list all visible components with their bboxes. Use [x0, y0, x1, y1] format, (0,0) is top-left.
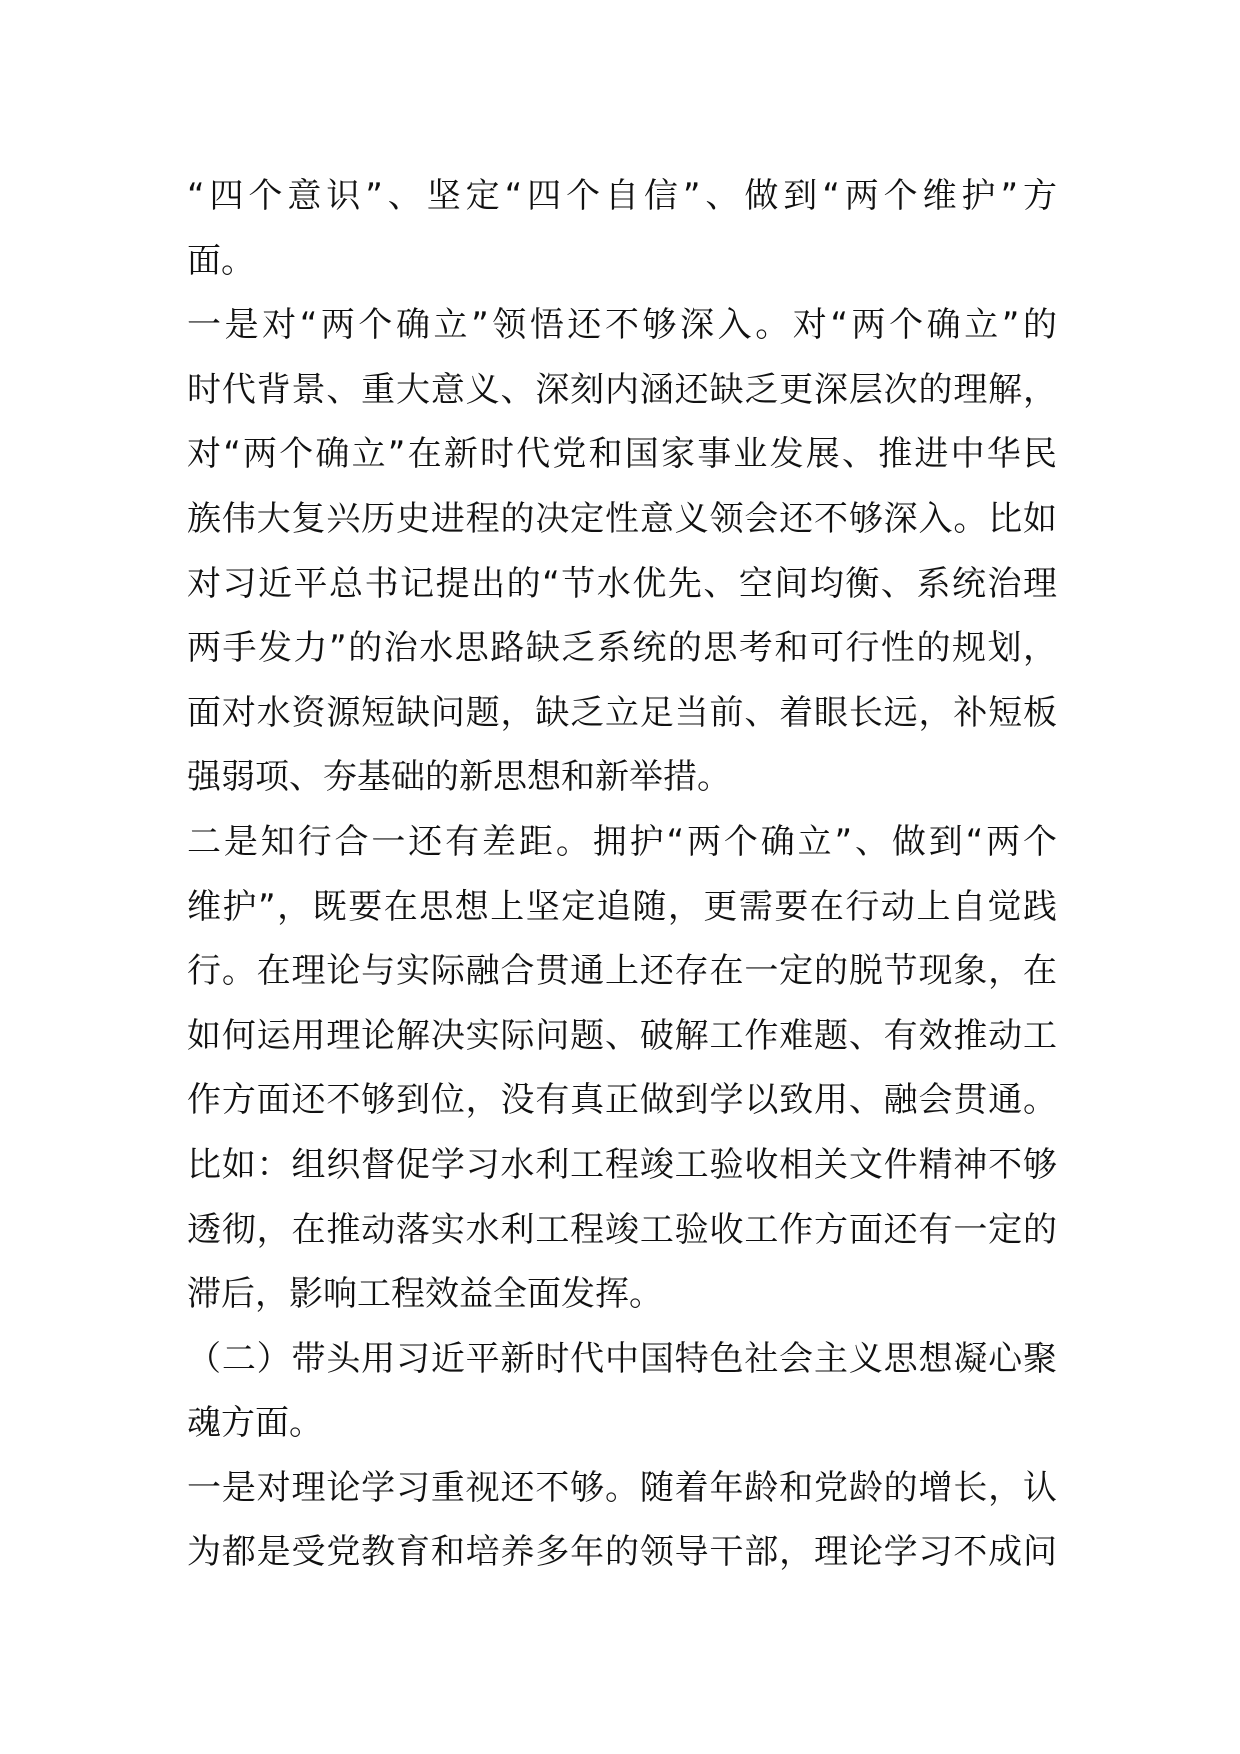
text-line: 一是对理论学习重视还不够。随着年龄和党龄的增长，认: [187, 1467, 1057, 1508]
text-line: 一是对“两个确立”领悟还不够深入。对“两个确立”的: [187, 305, 1057, 346]
text-line: 作方面还不够到位，没有真正做到学以致用、融会贯通。: [187, 1080, 1057, 1121]
text-line: “四个意识”、坚定“四个自信”、做到“两个维护”方: [187, 176, 1057, 216]
text-line: 对习近平总书记提出的“节水优先、空间均衡、系统治理: [187, 563, 1057, 604]
text-line: 为都是受党教育和培养多年的领导干部，理论学习不成问: [187, 1532, 1057, 1573]
text-line: 面对水资源短缺问题，缺乏立足当前、着眼长远，补短板: [187, 692, 1057, 733]
body-text: [187, 164, 1057, 1585]
text-line: （二）带头用习近平新时代中国特色社会主义思想凝心聚: [187, 1338, 1057, 1379]
text-line: 维护”，既要在思想上坚定追随，更需要在行动上自觉践: [187, 886, 1057, 927]
text-line: 强弱项、夯基础的新思想和新举措。: [187, 757, 731, 798]
text-line: 时代背景、重大意义、深刻内涵还缺乏更深层次的理解，: [187, 369, 1057, 410]
text-line: 滞后，影响工程效益全面发挥。: [187, 1274, 663, 1315]
text-line: 透彻，在推动落实水利工程竣工验收工作方面还有一定的: [187, 1209, 1057, 1250]
text-line: 族伟大复兴历史进程的决定性意义领会还不够深入。比如: [187, 498, 1057, 539]
text-line: 二是知行合一还有差距。拥护“两个确立”、做到“两个: [187, 821, 1057, 862]
text-line: 对“两个确立”在新时代党和国家事业发展、推进中华民: [187, 434, 1057, 475]
text-line: 行。在理论与实际融合贯通上还存在一定的脱节现象，在: [187, 951, 1057, 992]
text-line: 如何运用理论解决实际问题、破解工作难题、有效推动工: [187, 1015, 1057, 1056]
text-line: 面。: [187, 240, 255, 281]
text-line: 比如：组织督促学习水利工程竣工验收相关文件精神不够: [187, 1144, 1057, 1185]
text-line: 两手发力”的治水思路缺乏系统的思考和可行性的规划，: [187, 628, 1057, 669]
text-line: 魂方面。: [187, 1403, 323, 1444]
